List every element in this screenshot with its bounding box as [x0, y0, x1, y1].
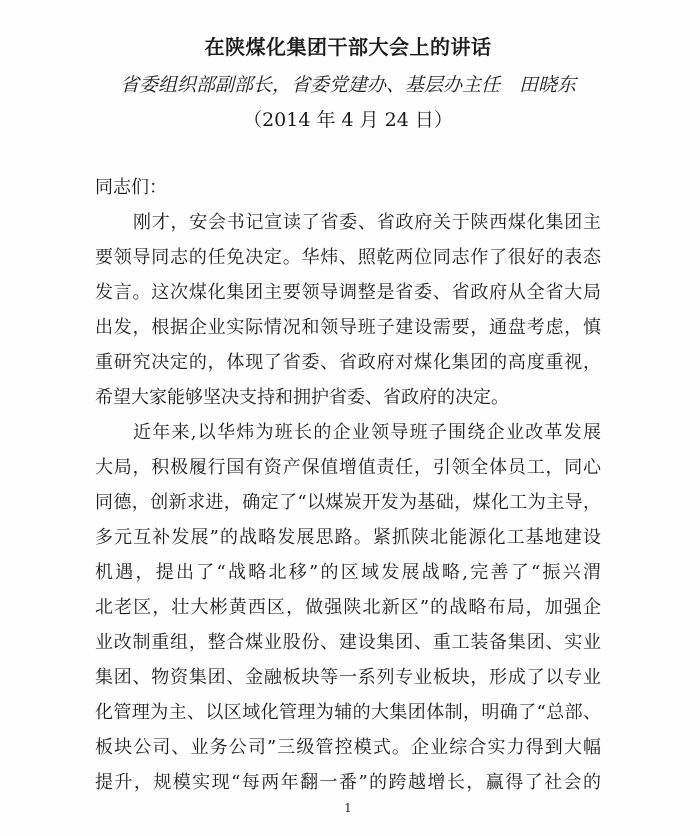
body-line: 板块公司、业务公司”三级管控模式。企业综合实力得到大幅: [95, 737, 601, 758]
body-line: 同德，创新求进，确定了“以煤炭开发为基础，煤化工为主导，: [95, 492, 601, 513]
salutation-line: 同志们：: [95, 177, 167, 198]
body-line: 出发，根据企业实际情况和领导班子建设需要，通盘考虑，慎: [95, 317, 601, 338]
body-line: 化管理为主、以区域化管理为辅的大集团体制，明确了“总部、: [95, 702, 601, 723]
page-title: 在陕煤化集团干部大会上的讲话: [204, 35, 492, 59]
body-line: 近年来,以华炜为班长的企业领导班子围绕企业改革发展: [133, 422, 601, 443]
body-line: 提升，规模实现“每两年翻一番”的跨越增长，赢得了社会的: [95, 772, 601, 793]
body-line: 多元互补发展”的战略发展思路。紧抓陕北能源化工基地建设: [95, 527, 601, 548]
page-number: 1: [344, 801, 352, 815]
body-line: 刚才，安会书记宣读了省委、省政府关于陕西煤化集团主: [133, 212, 601, 233]
body-line: 要领导同志的任免决定。华炜、照乾两位同志作了很好的表态: [95, 247, 601, 268]
author-byline: 省委组织部副部长，省委党建办、基层办主任 田晓东: [119, 74, 576, 96]
body-line: 重研究决定的，体现了省委、省政府对煤化集团的高度重视，: [95, 352, 601, 373]
body-line: 大局，积极履行国有资产保值增值责任，引领全体员工，同心: [95, 457, 601, 478]
body-line: 北老区，壮大彬黄西区，做强陕北新区”的战略布局，加强企: [95, 597, 601, 618]
body-line: 机遇，提出了“战略北移”的区域发展战略,完善了“振兴渭: [95, 562, 601, 583]
body-line: 发言。这次煤化集团主要领导调整是省委、省政府从全省大局: [95, 282, 601, 303]
body-line: 集团、物资集团、金融板块等一系列专业板块，形成了以专业: [95, 667, 601, 688]
text-column: [95, 34, 601, 816]
body-line: 希望大家能够坚决支持和拥护省委、省政府的决定。: [95, 387, 509, 408]
body-text: [95, 170, 601, 800]
body-line: 业改制重组，整合煤业股份、建设集团、重工装备集团、实业: [95, 632, 601, 653]
date-line: （2014 年 4 月 24 日）: [243, 109, 453, 131]
